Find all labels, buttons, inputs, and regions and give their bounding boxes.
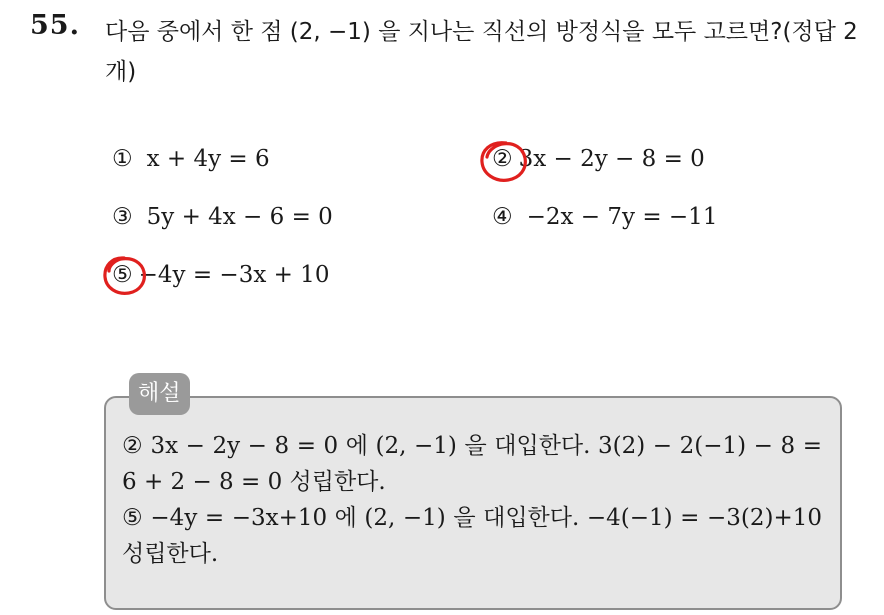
choice-4-mark: ④ [492, 204, 513, 230]
explanation-line-1: ② 3x − 2y − 8 = 0 에 (2, −1) 을 대입한다. 3(2) − 2(−1) − 8 = 6 + 2 − 8 = 0 성립한다. [122, 433, 822, 495]
choice-3-mark: ③ [112, 204, 133, 230]
explanation-line-2: ⑤ −4y = −3x+10 에 (2, −1) 을 대입한다. −4(−1) = −3(2)+10 성립한다. [122, 505, 822, 567]
question-text: 다음 중에서 한 점 (2, −1) 을 지나는 직선의 방정식을 모두 고르면?(정답 2개) [105, 19, 858, 85]
choice-3[interactable] [112, 204, 333, 230]
question-number: 55. [30, 10, 80, 41]
explanation-tag: 해설 [129, 373, 190, 415]
choice-4-expression: −2x − 7y = −11 [526, 204, 718, 230]
choice-5-mark: ⑤ [112, 262, 133, 288]
choice-5[interactable] [112, 262, 329, 288]
choice-2[interactable] [492, 146, 705, 172]
choice-5-expression: −4y = −3x + 10 [138, 262, 330, 288]
choice-4[interactable] [492, 204, 717, 230]
choice-1-mark: ① [112, 146, 133, 172]
choice-1-expression: x + 4y = 6 [146, 146, 270, 172]
choice-2-mark: ② [492, 146, 513, 172]
explanation-body [122, 428, 822, 572]
choice-2-expression: 3x − 2y − 8 = 0 [518, 146, 705, 172]
choice-1[interactable] [112, 146, 270, 172]
choice-3-expression: 5y + 4x − 6 = 0 [146, 204, 333, 230]
